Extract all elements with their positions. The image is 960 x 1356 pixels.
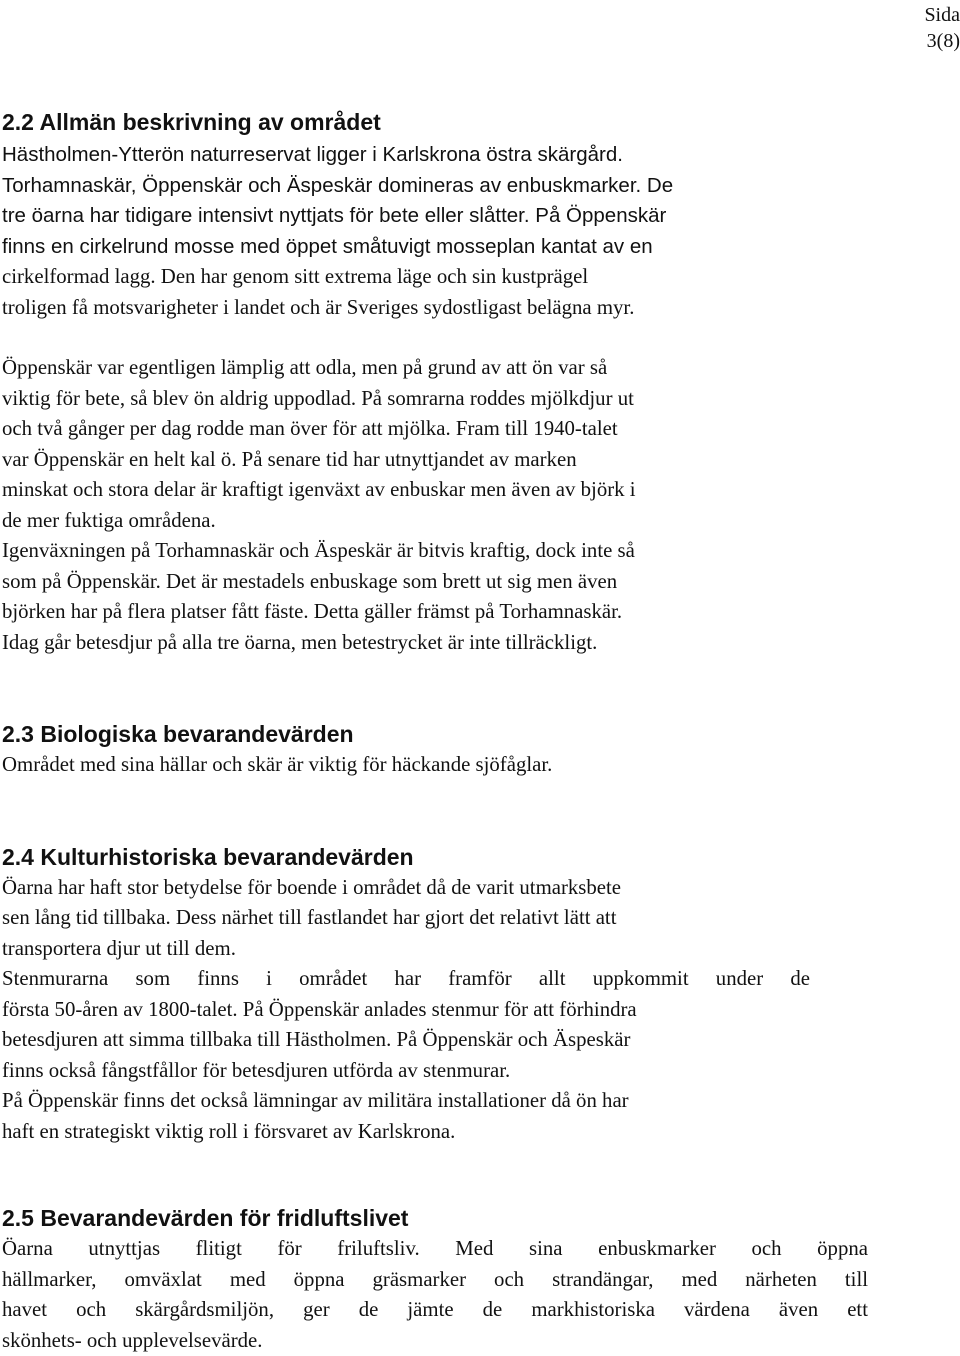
text-line: minskat och stora delar är kraftigt igenväxt av enbuskar men även av björk i — [2, 478, 636, 501]
text-line: cirkelformad lagg. Den har genom sitt extrema läge och sin kustprägel — [2, 265, 589, 288]
text-line: Stenmurarna som finns i området har framför allt uppkommit under de — [2, 967, 810, 990]
paragraph — [2, 964, 810, 1025]
section-heading: 2.3 Biologiska bevarandevärden — [2, 721, 354, 747]
text-line: transportera djur ut till dem. — [2, 936, 236, 960]
section-cultural-history-values — [2, 841, 932, 1148]
section-heading: 2.5 Bevarandevärden för fridluftslivet — [2, 1205, 409, 1231]
text-line: viktig för bete, så blev ön aldrig uppodlad. På somrarna roddes mjölkdjur ut — [2, 386, 634, 410]
text-line: sen lång tid tillbaka. Dess närhet till fastlandet har gjort det relativt lätt att — [2, 906, 617, 929]
text-line: de mer fuktiga områdena. — [2, 508, 216, 532]
paragraph — [2, 262, 932, 323]
text-line: tre öarna har tidigare intensivt nyttjats för bete eller slåtter. På Öppenskär — [2, 204, 667, 227]
page-header — [900, 2, 960, 54]
text-line: betesdjuren att simma tillbaka till Hästholmen. På Öppenskär och Äspeskär — [2, 1028, 631, 1051]
text-line: Öarna har haft stor betydelse för boende i området då de varit utmarksbete — [2, 875, 622, 899]
paragraph — [2, 1234, 868, 1356]
text-line: Öppenskär var egentligen lämplig att odla, men på grund av att ön var så — [2, 356, 608, 379]
page-number: 3(8) — [926, 30, 960, 52]
text-line: Torhamnaskär, Öppenskär och Äspeskär domineras av enbuskmarker. De — [2, 173, 674, 197]
text-line: finns en cirkelrund mosse med öppet småtuvigt mosseplan kantat av en — [2, 234, 653, 258]
text-line: och två gånger per dag rodde man över för att mjölka. Fram till 1940-talet — [2, 417, 618, 440]
text-line: Igenväxningen på Torhamnaskär och Äspeskär är bitvis kraftig, dock inte så — [2, 539, 635, 562]
text-line: var Öppenskär en helt kal ö. På senare tid har utnyttjandet av marken — [2, 447, 577, 471]
section-heading: 2.2 Allmän beskrivning av området — [2, 109, 381, 135]
section-biological-values — [2, 718, 932, 781]
paragraph — [2, 873, 932, 965]
text-line: På Öppenskär finns det också lämningar av militära installationer då ön har — [2, 1089, 629, 1112]
paragraph — [2, 750, 932, 781]
section-heading: 2.4 Kulturhistoriska bevarandevärden — [2, 843, 414, 870]
text-line: skönhets- och upplevelsevärde. — [2, 1328, 263, 1352]
text-line: troligen få motsvarigheter i landet och är Sveriges sydostligast belägna myr. — [2, 295, 635, 319]
text-line: haft en strategiskt viktig roll i försvaret av Karlskrona. — [2, 1119, 456, 1143]
text-line: havet och skärgårdsmiljön, ger de jämte de markhistoriska värdena även ett — [2, 1298, 868, 1321]
document-body — [2, 106, 932, 1356]
page-label: Sida — [924, 4, 960, 26]
text-line: Området med sina hällar och skär är viktig för häckande sjöfåglar. — [2, 753, 553, 776]
paragraph — [2, 1025, 932, 1147]
section-outdoor-recreation-values — [2, 1202, 932, 1356]
text-line: björken har på flera platser fått fäste. Detta gäller främst på Torhamnaskär. — [2, 600, 623, 623]
text-line: som på Öppenskär. Det är mestadels enbuskage som brett ut sig men även — [2, 569, 618, 593]
text-line: Idag går betesdjur på alla tre öarna, men betestrycket är inte tillräckligt. — [2, 630, 598, 654]
text-line: Hästholmen-Ytterön naturreservat ligger i Karlskrona östra skärgård. — [2, 143, 623, 166]
text-line: Öarna utnyttjas flitigt för friluftsliv. Med sina enbuskmarker och öppna — [2, 1237, 868, 1260]
text-line: första 50-åren av 1800-talet. På Öppenskär anlades stenmur för att förhindra — [2, 997, 637, 1021]
paragraph — [2, 140, 932, 262]
section-general-description — [2, 106, 932, 658]
paragraph — [2, 353, 932, 658]
text-line: finns också fångstfållor för betesdjuren utförda av stenmurar. — [2, 1058, 511, 1082]
text-line: hällmarker, omväxlat med öppna gräsmarker och strandängar, med närheten till — [2, 1267, 868, 1291]
